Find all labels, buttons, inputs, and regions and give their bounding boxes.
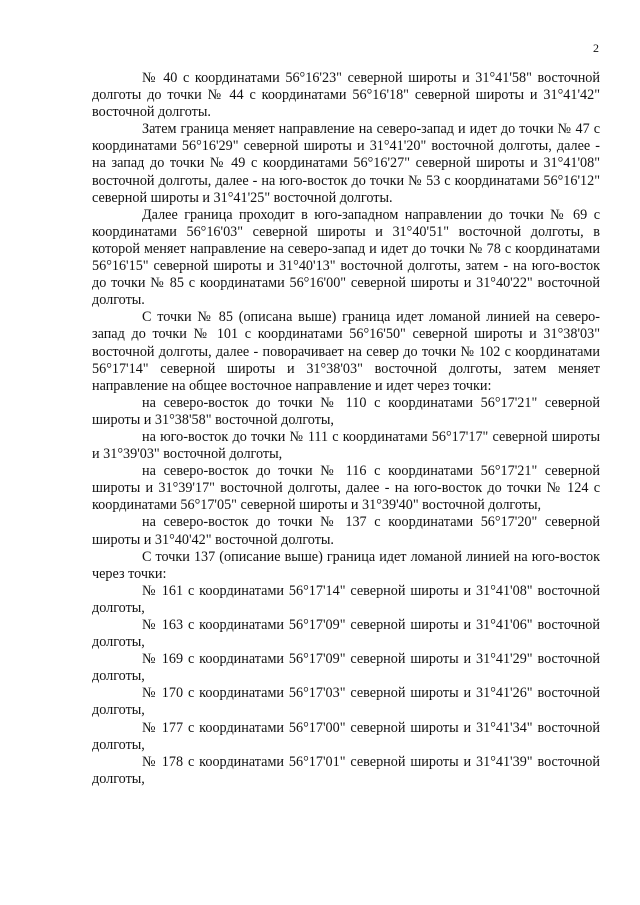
paragraph: на северо-восток до точки № 116 с координатами 56°17'21" северной широты и 31°39'17" восточной долготы, далее - на юго-восток до точки № 124 с координатами 56°17'05" северной широты и 31°39'40" восточной долготы, [92,463,600,514]
paragraph: С точки № 85 (описана выше) граница идет ломаной линией на северо-запад до точки № 101 с координатами 56°16'50" северной широты и 31°38'03" восточной долготы, далее - поворачивает на север до точки № 102 с координатами 56°17'14" северной широты и 31°38'03" восточной долготы, затем меняет направление на общее восточное направление и идет через точки: [92,309,600,394]
paragraph: № 161 с координатами 56°17'14" северной широты и 31°41'08" восточной долготы, [92,582,600,616]
paragraph: Затем граница меняет направление на северо-запад и идет до точки № 47 с координатами 56°16'29" северной широты и 31°41'20" восточной долготы, далее - на запад до точки № 49 с координатами 56°16'27" северной широты и 31°41'08" восточной долготы, далее - на юго-восток до точки № 53 с координатами 56°16'12" северной широты и 31°41'25" восточной долготы. [92,121,600,206]
paragraph: № 163 с координатами 56°17'09" северной широты и 31°41'06" восточной долготы, [92,617,600,651]
paragraph: на северо-восток до точки № 110 с координатами 56°17'21" северной широты и 31°38'58" восточной долготы, [92,394,600,428]
paragraph: С точки 137 (описание выше) граница идет ломаной линией на юго-восток через точки: [92,548,600,582]
paragraph: на юго-восток до точки № 111 с координатами 56°17'17" северной широты и 31°39'03" восточной долготы, [92,428,600,463]
paragraph: № 177 с координатами 56°17'00" северной широты и 31°41'34" восточной долготы, [92,719,600,753]
paragraph: № 178 с координатами 56°17'01" северной широты и 31°41'39" восточной долготы, [92,753,600,787]
page-number: 2 [593,41,599,55]
paragraph: Далее граница проходит в юго-западном направлении до точки № 69 с координатами 56°16'03" северной широты и 31°40'51" восточной долготы, в которой меняет направление на северо-запад и идет до точки № 78 с координатами 56°16'15" северной широты и 31°40'13" восточной долготы, затем - на юго-восток до точки № 85 с координатами 56°16'00" северной широты и 31°40'22" восточной долготы. [92,206,600,309]
paragraph: на северо-восток до точки № 137 с координатами 56°17'20" северной широты и 31°40'42" восточной долготы. [92,514,600,548]
paragraph: № 169 с координатами 56°17'09" северной широты и 31°41'29" восточной долготы, [92,651,600,685]
document-body [92,70,600,788]
paragraph: № 40 с координатами 56°16'23" северной широты и 31°41'58" восточной долготы до точки № 44 с координатами 56°16'18" северной широты и 31°41'42" восточной долготы. [92,70,600,121]
paragraph: № 170 с координатами 56°17'03" северной широты и 31°41'26" восточной долготы, [92,685,600,719]
